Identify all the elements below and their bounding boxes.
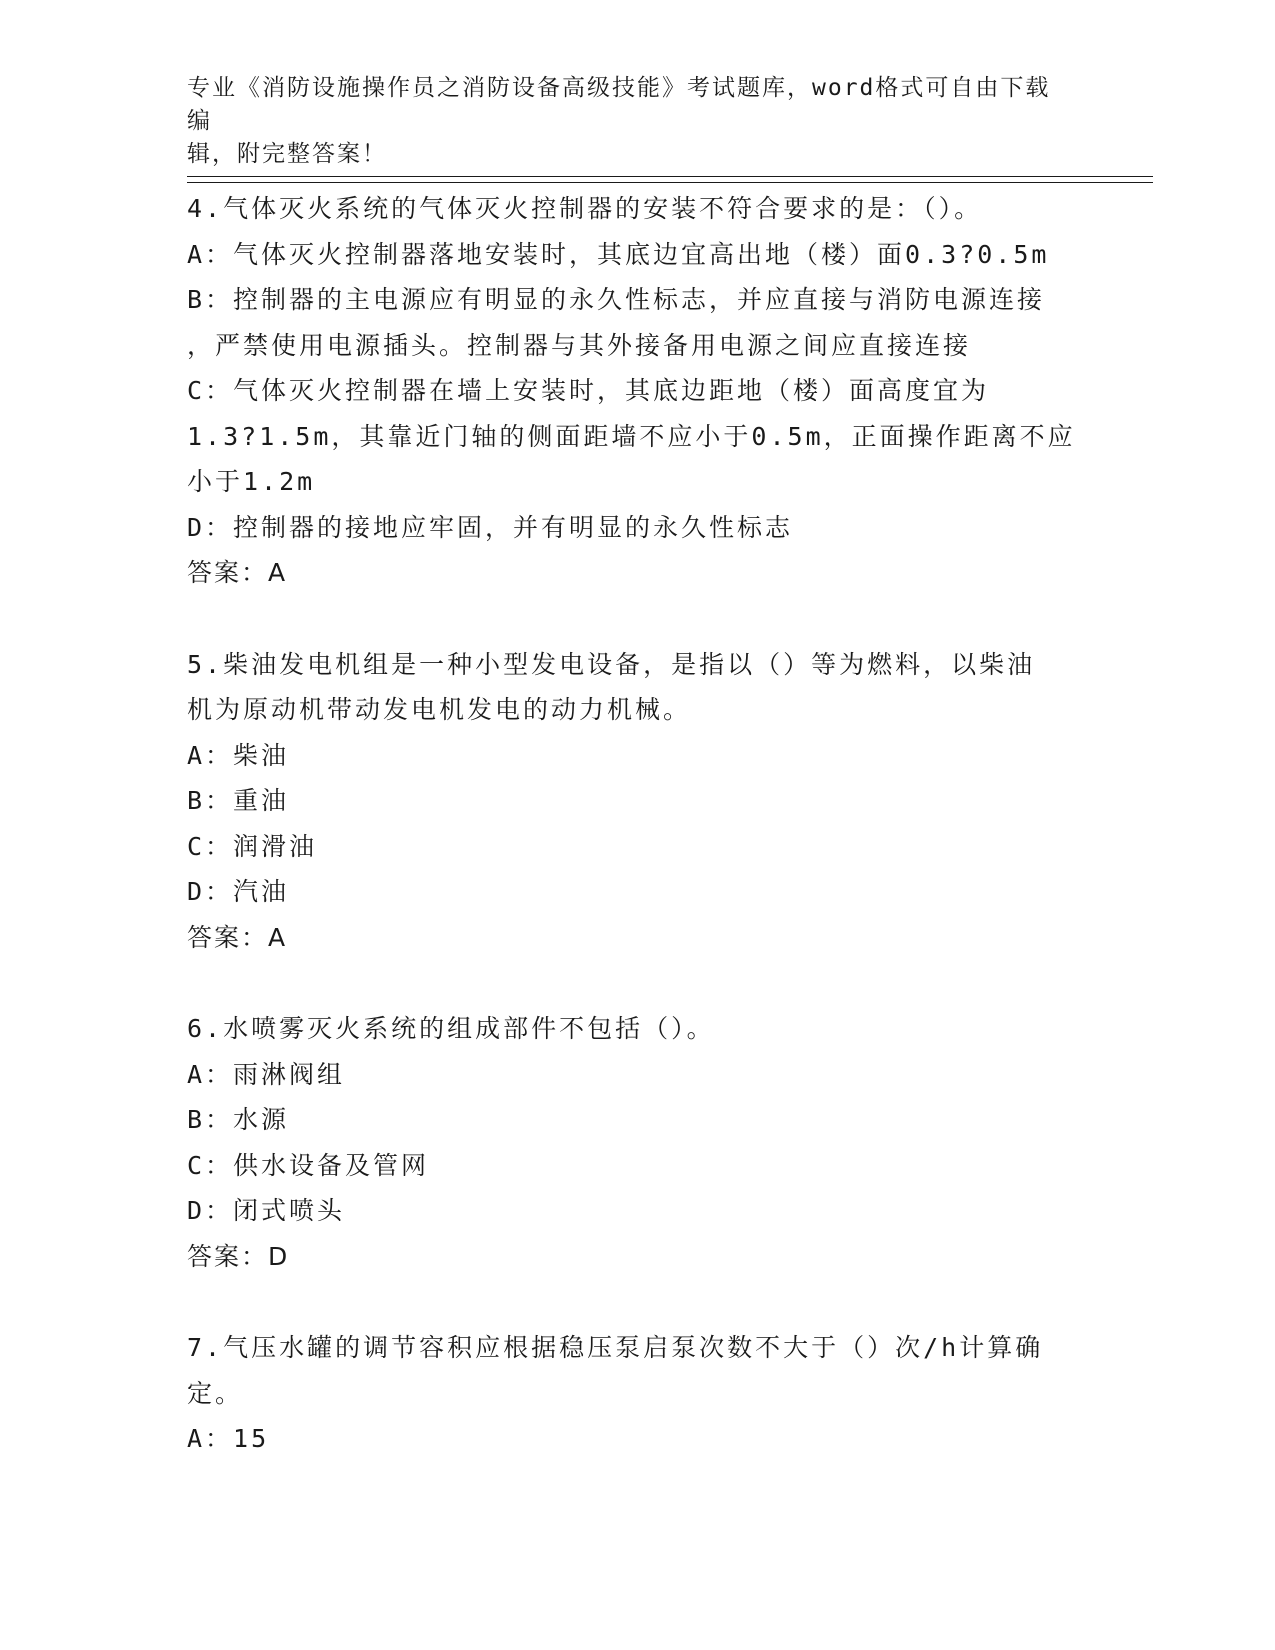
option-b: B：重油 [187,786,290,815]
answer: 答案：A [187,558,288,587]
option-c: C：供水设备及管网 [187,1150,430,1180]
option-a: A：柴油 [187,740,290,770]
option-c-continued: 1.3?1.5m，其靠近门轴的侧面距墙不应小于0.5m，正面操作距离不应 [187,421,1076,451]
option-a: A：雨淋阀组 [187,1059,346,1089]
option-c: C：润滑油 [187,831,318,861]
option-b: B：水源 [187,1105,290,1134]
question-stem: 5.柴油发电机组是一种小型发电设备，是指以（）等为燃料，以柴油 [187,649,1036,679]
question-5 [187,642,1087,961]
option-c-continued: 小于1.2m [187,467,316,496]
question-stem-continued: 定。 [187,1378,244,1408]
question-4 [187,186,1087,596]
question-stem: 6.水喷雾灭火系统的组成部件不包括（）。 [187,1014,715,1043]
spacer [187,596,1087,642]
header-line-1: 专业《消防设施操作员之消防设备高级技能》考试题库，word格式可自由下载编 [187,75,1051,134]
header-line-2: 辑，附完整答案！ [187,141,387,167]
question-stem-continued: 机为原动机带动发电机发电的动力机械。 [187,695,692,724]
question-stem: 4.气体灭火系统的气体灭火控制器的安装不符合要求的是：（）。 [187,194,983,223]
option-d: D：闭式喷头 [187,1196,346,1225]
option-b-continued: ，严禁使用电源插头。控制器与其外接备用电源之间应直接连接 [187,330,972,360]
answer: 答案：D [187,1241,290,1271]
header-divider-top [187,176,1153,177]
option-d: D：汽油 [187,877,290,906]
question-6 [187,1006,1087,1279]
answer: 答案：A [187,922,288,952]
question-stem: 7.气压水罐的调节容积应根据稳压泵启泵次数不大于（）次/h计算确 [187,1333,1044,1362]
spacer [187,1279,1087,1325]
option-a: A：15 [187,1424,270,1453]
question-7 [187,1325,1087,1462]
option-b: B：控制器的主电源应有明显的永久性标志，并应直接与消防电源连接 [187,285,1046,314]
spacer [187,960,1087,1006]
option-d: D：控制器的接地应牢固，并有明显的永久性标志 [187,512,794,542]
header-divider-bottom [187,182,1153,183]
question-list [187,186,1087,1462]
option-a: A：气体灭火控制器落地安装时，其底边宜高出地（楼）面0.3?0.5m [187,239,1050,269]
option-c: C：气体灭火控制器在墙上安装时，其底边距地（楼）面高度宜为 [187,376,990,405]
document-header [187,72,1067,171]
